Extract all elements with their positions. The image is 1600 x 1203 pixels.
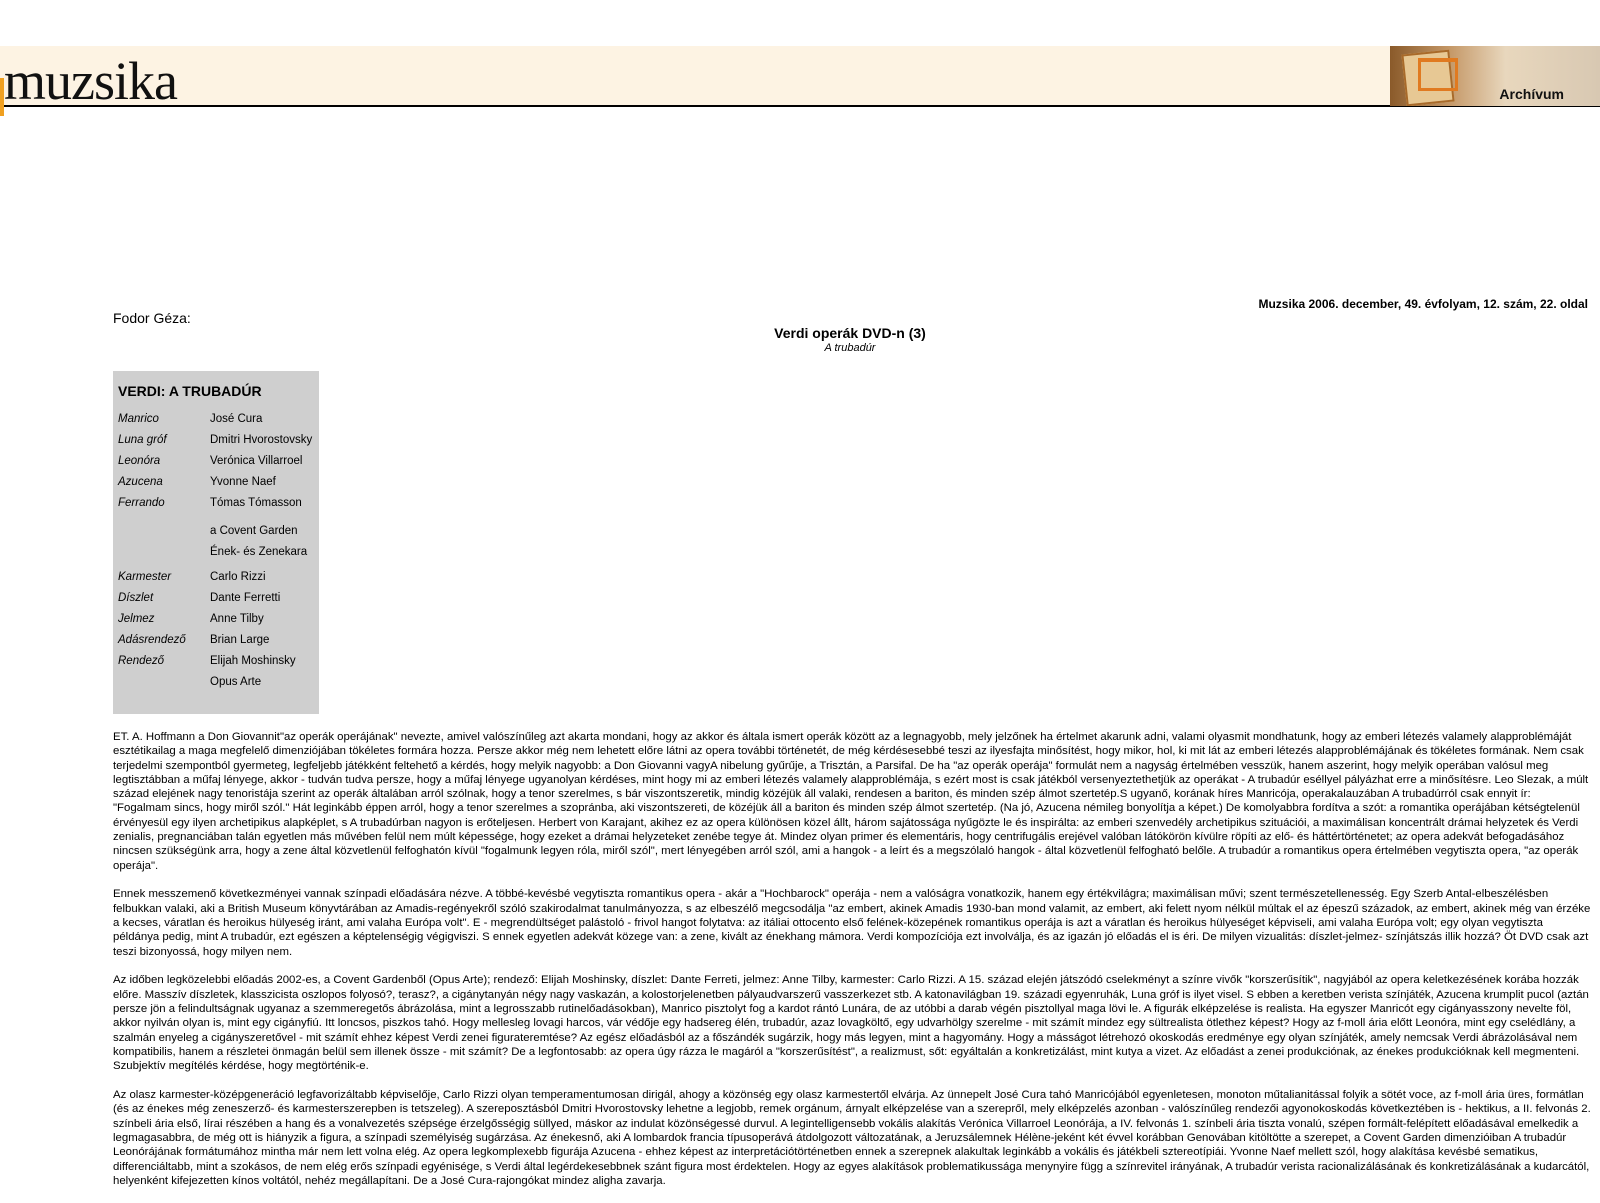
cast-name: Brian Large [210, 634, 270, 646]
archive-label: Archívum [1499, 86, 1564, 102]
music-stand-icon [1418, 58, 1458, 91]
article-subtitle: A trubadúr [824, 342, 876, 354]
cast-name: Tómas Tómasson [210, 497, 302, 509]
cast-name: Carlo Rizzi [210, 571, 266, 583]
cast-name: Elijah Moshinsky [210, 655, 296, 667]
cast-role: Jelmez [118, 613, 155, 625]
issue-info: Muzsika 2006. december, 49. évfolyam, 12. szám, 22. oldal [1258, 297, 1588, 311]
article-paragraph: ET. A. Hoffmann a Don Giovannit"az operák operájának" nevezte, amivel valószínűleg azt akarta mondani, hogy az akkor és általa ismert operák között az a legnagyobb, mely jelzőnek ha értelmet akarunk adni, valami olyasmit mondhatunk, hogy az emberi létezés valamely alapproblémáját esztétikailag a maga megfelelő dimenziójában tökéletes formára hozza. Persze akkor még nem lehetett előre látni az opera további történetét, de még kérdésesebbé teszi az ilyesfajta minősítést, hogy mikor, hol, ki mit lát az emberi létezés alapproblémájának és tökéletes formának. Nem csak terjedelmi szempontból gyermeteg, legfeljebb játékként feltehető a kérdés, hogy melyik nagyobb: a Don Giovanni vagyA nibelung gyűrűje, a Trisztán, a Parsifal. De ha "az operák operája" formulát nem a nagyság értelmében vesszük, hanem aszerint, hogy melyik operában valósul meg legtisztábban a műfaj lényege, akkor - tudván tudva persze, hogy a műfaj lényege ugyanolyan kérdéses, mint hogy mi az emberi létezés valamely alapproblémája, s ezért most is csak játékból versenyeztethetjük az operákat - A trubadúr eséllyel pályázhat erre a minősítésre. Leo Slezak, a múlt század elejének nagy tenoristája szerint az operák általában arról szólnak, hogy a tenor szerelmes, s bár viszontszeretik, mindig közéjük áll valaki, rendesen a bariton, és minden szép álmot szertetép.S ugyanő, korának híres Manricója, operakalauzában A trubadúrról csak ennyit ír: "Fogalmam sincs, hogy miről szól." Hát leginkább éppen arról, hogy a tenor szerelmes a szopránba, aki viszontszereti, de közéjük áll a bariton és minden szép álmot szertetép. (Na jó, Azucena némileg bonyolítja a képet.) De komolyabbra fordítva a szót: a romantika operájában kétségtelenül érvényesül egy ilyen archetipikus alapképlet, s A trubadúrban nagyon is erőteljesen. Herbert von Karajant, akihez ez az opera különösen közel állt, három sajátossága nyűgözte le és inspirálta: az emberi szenvedély archetipikus szituációi, a maximálisan koncentrált drámai helyzetek és Verdi zenialis, pregnanciában talán egyetlen más művében felül nem múlt képessége, hogy ezeket a drámai helyzeteket zenébe tegye át. Mindez olyan primer és elementáris, hogy centrifugális erejével valóban látókörön kívülre röpíti az elő- és háttértörténetet; az opera adekvát befogadásához nincsen szükségünk arra, hogy a zene által közvetlenül felfoghatón kívül "fogalmunk legyen róla, miről szól", mert lényegében arról szól, ami a hangok - a leírt és a megszólaló hangok - által közvetlenül felfogható belőle. A trubadúr a romantikus opera értelmében vegytiszta opera, "az operák operája". [113, 731, 1589, 872]
article-paragraph: Ennek messzemenő következményei vannak színpadi előadására nézve. A többé-kevésbé vegytiszta romantikus opera - akár a "Hochbarock" operája - nem a valóságra vonatkozik, hanem egy értékvilágra; maximálisan művi; szent természetellenesség. Egy Szerb Antal-elbeszélésben felbukkan valaki, aki a British Museum könyvtárában az Amadis-regényekről szóló szakirodalmat tanulmányozza, s az elbeszélő megcsodálja "az embert, akinek Amadis 1930-ban mond valamit, az embert, aki felett nyom nélkül múltak el az épeszű századok, az embert, akinek még van érzéke a kecses, váratlan és heroikus hülyeség iránt, ami valaha Európa volt". E - megrendültséget palástoló - frivol hangot folytatva: az itáliai ottocento első felének-közepének romantikus operája is azt a váratlan és heroikus hülyeséget képviseli, ami valaha Európa volt; egy olyan vegytiszta példánya pedig, mint A trubadúr, ezt egészen a képtelenségig végigviszi. S ennek egyetlen adekvát közege van: a zene, kivált az énekhang mámora. Verdi kompozíciója ezt involválja, és az igazán jó előadás el is éri. De milyen vizualitás: díszlet-jelmez- színjátszás illik hozzá? Öt DVD csak azt teszi bizonyossá, hogy milyen nem. [113, 888, 1591, 958]
cast-name: Verónica Villarroel [210, 455, 303, 467]
cast-role: Adásrendező [118, 634, 186, 646]
cast-role: Karmester [118, 571, 172, 583]
site-logo[interactable]: muzsika [4, 51, 177, 111]
header-banner [0, 46, 1600, 106]
cast-role: Manrico [118, 413, 159, 425]
cast-role: Ferrando [118, 497, 165, 509]
cast-role: Leonóra [118, 455, 161, 467]
cast-name: Anne Tilby [210, 613, 264, 625]
cast-role: Díszlet [118, 592, 154, 604]
author: Fodor Géza: [113, 310, 191, 326]
article-paragraph: Az időben legközelebbi előadás 2002-es, a Covent Gardenből (Opus Arte); rendező: Elijah Moshinsky, díszlet: Dante Ferreti, jelmez: Anne Tilby, karmester: Carlo Rizzi. A 15. század elején játszódó cselekményt a színre vivők "korszerűsítik", nagyjából az opera keletkezésének korába hozzák előre. Masszív díszletek, klasszicista oszlopos folyosó?, terasz?, a cigánytanyán négy nagy vaskazán, a kolostorjelenetben pályaudvarszerű vasszerkezet stb. A katonavilágban 19. századi egyenruhák, Luna gróf is ilyet visel. S ebben a keretben verista színjáték, Azucena krumplit pucol (aztán persze jön a felindultságnak ugyanaz a szemmeregetős ábrázolása, mint a legrosszabb rutinelőadásokban), Manrico pisztolyt fog a kardot rántó Lunára, de az utóbbi a darab végén pisztollyal maga lövi le. A figurák elképzelése is realista. Ha egyszer Manricót egy cigányasszony nevelte föl, akkor nyilván olyan is, mint egy cigányfiú. Itt loncsos, piszkos tahó. Hogy mellesleg lovagi harcos, vár védője egy hadsereg élén, trubadúr, azaz lovagköltő, egy udvarhölgy szerelme - mit számít mindez egy sültrealista ötlethez képest? Hogy az f-moll ária előtt Leonóra, mint egy cselédlány, a szalmán enyeleg a cigányszeretővel - mit számít ehhez képest Verdi zenei figurateremtése? Az egész előadásból az a főszándék sugárzik, hogy más legyen, mint a hagyomány. Hogy a másságot létrehozó okoskodás eredménye egy olyan színjáték, amely nemcsak Verdi ábrázolásával nem kompatibilis, hanem a részletei önmagán belül sem illenek össze - mit számít? De a legfontosabb: az opera úgy rázza le magáról a "korszerűsítést", a realizmust, sőt: egyáltalán a konkretizálást, mint kutya a vizet. Az előadást a zenei produkciónak, az énekes produkcióknak kell megmenteni. Szubjektív megítélés kérdése, hogy megtörténik-e. [113, 974, 1589, 1073]
cast-name: Ének- és Zenekara [210, 546, 308, 558]
cast-role: Azucena [118, 476, 163, 488]
archive-link[interactable] [1390, 46, 1600, 106]
cast-name: Yvonne Naef [210, 476, 276, 488]
cast-name: a Covent Garden [210, 525, 298, 537]
cast-name: José Cura [210, 413, 263, 425]
cast-role: Luna gróf [118, 434, 167, 446]
cast-name: Dante Ferretti [210, 592, 281, 604]
article-title: Verdi operák DVD-n (3) [774, 325, 926, 341]
article-body [113, 730, 1591, 1203]
cast-box [113, 371, 319, 714]
cast-heading: VERDI: A TRUBADÚR [118, 383, 262, 399]
article-paragraph: Az olasz karmester-középgeneráció legfavorizáltabb képviselője, Carlo Rizzi olyan temperamentumosan dirigál, ahogy a közönség egy olasz karmestertől elvárja. Az ünnepelt José Cura tahó Manricójából egyenletesen, monoton műtalianitással folyik a sötét voce, az f-moll ária üres, formátlan (és az énekes még zeneszerző- és karmesterszerepben is tetszeleg). A szereposztásból Dmitri Hvorostovsky lehetne a legjobb, remek orgánum, árnyalt elképzelése van a szerepről, mely elképzelés azonban - valószínűleg rendezői agyonokoskodás következtében is - hektikus, a II. felvonás 2. színbeli ária első, lírai részében a hang és a vonalvezetés szépsége érzelgősségig süllyed, máskor az indulat közönségessé durvul. A legintelligensebb vokális alakítás Verónica Villarroel Leonórája, a IV. felvonás 1. színbeli ária tiszta vonalú, szépen formált-felépített előadásával emelkedik a legmagasabbra, de még ott is hiányzik a figura, a színpadi személyiség sugárzása. Az énekesnő, aki A lombardok francia típusoperává átdolgozott változatának, a Jeruzsálemnek Hélène-jeként két évvel korábban Genovában kitöltötte a szerepet, a Covent Garden dimenzióiban A trubadúr Leonórájának formátumához mintha már nem lett volna elég. Az opera legkomplexebb figurája Azucena - ehhez képest az interpretációtörténetben ennek a szerepnek alakultak leginkább a vokális és játékbeli sztereotípiái. Yvonne Naef mellett szól, hogy alakítása kevésbé sematikus, differenciáltabb, mint a szokásos, de nem elég erős színpadi egyénisége, s Verdi által legérdekesebbnek szánt figura most érdektelen. Hogy az egyes alakítások problematikussága menynyire függ a színrevitel irányának, A trubadúr verista racionalizálásának és konkretizálásának a kudarcától, helyenként kifejezetten kínos voltától, nehéz megállapítani. De a José Cura-rajongókat mindez aligha zavarja. [113, 1089, 1591, 1187]
header-rule [0, 105, 1600, 107]
cast-name: Opus Arte [210, 676, 262, 688]
cast-name: Dmitri Hvorostovsky [210, 434, 313, 446]
cast-role: Rendező [118, 655, 165, 667]
